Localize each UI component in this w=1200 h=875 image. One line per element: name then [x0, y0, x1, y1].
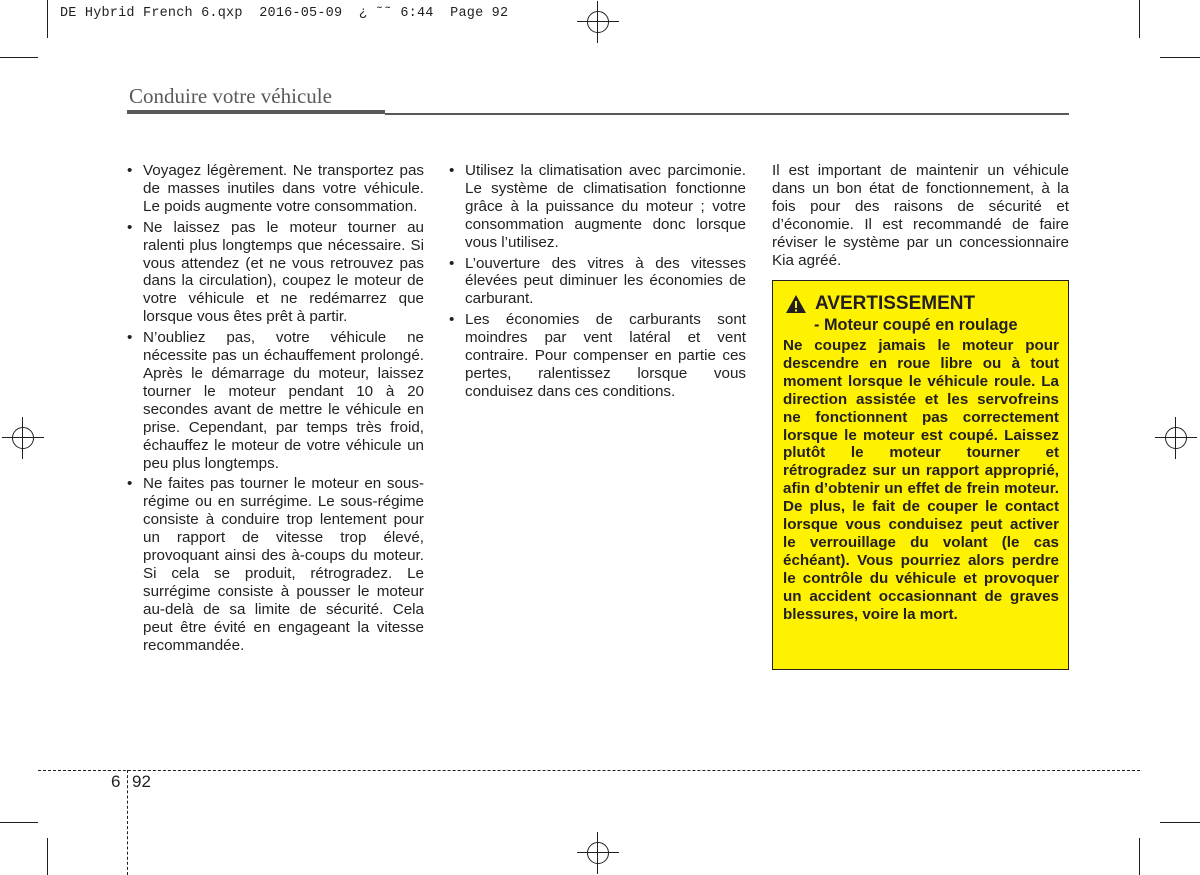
list-item: • Ne faites pas tourner le moteur en sous-régime ou en surrégime. Le sous-régime consiste à conduire trop lentement pour un rapport de vitesse trop élevé, provoquant ainsi des à-coups du moteur. Si cela se produit, rétrogradez. Le surrégime consiste à pousser le moteur au-delà de sa limite de sécurité. Cela peut être évité en engageant la vitesse recommandée.	[127, 475, 424, 654]
registration-mark	[1155, 417, 1197, 459]
registration-mark	[577, 1, 619, 43]
crop-mark	[1160, 57, 1200, 58]
print-slug: DE Hybrid French 6.qxp 2016-05-09 ¿ ˜˜ 6:44 Page 92	[60, 6, 509, 21]
list-item: • Les économies de carburants sont moindres par vent latéral et vent contraire. Pour compenser en partie ces pertes, ralentissez lorsque vous conduisez dans ces conditions.	[449, 311, 746, 400]
crop-mark	[0, 57, 38, 58]
crop-mark	[1139, 0, 1140, 38]
crop-mark	[0, 822, 38, 823]
warning-box	[772, 280, 1069, 670]
chapter-number: 6	[111, 772, 121, 791]
column-middle	[448, 162, 746, 404]
list-item: • N’oubliez pas, votre véhicule ne nécessite pas un échauffement prolongé. Après le démarrage du moteur, laissez tourner le moteur pendant 10 à 20 secondes avant de mettre le véhicule en prise. Cependant, par temps très froid, échauffez le moteur de votre véhicule un peu plus longtemps.	[127, 329, 424, 472]
footer-dashed-rule	[38, 770, 1140, 771]
crop-mark	[47, 838, 48, 875]
column-right	[772, 162, 1069, 269]
warning-subtitle: - Moteur coupé en roulage	[814, 316, 1018, 334]
column-left	[126, 162, 424, 657]
warning-body: Ne coupez jamais le moteur pour descendre en roue libre ou à tout moment lorsque le véhicule roule. La direction assistée et les servofreins ne fonctionnent pas correctement lorsque le moteur est coupé. Laissez plutôt le moteur tourner et rétrogradez sur un rapport approprié, afin d’obtenir un effet de frein moteur. De plus, le fait de couper le contact lorsque vous conduisez peut activer le verrouillage du volant (le cas échéant). Vous pourriez alors perdre le contrôle du véhicule et provoquer un accident occasionnant de graves blessures, voire la mort.	[783, 337, 1059, 623]
page-number: 92	[132, 772, 151, 791]
section-title: Conduire votre véhicule	[129, 84, 332, 108]
title-rule-thin	[385, 113, 1069, 115]
warning-title: AVERTISSEMENT	[815, 293, 976, 314]
tips-list	[126, 162, 424, 654]
crop-mark	[1160, 822, 1200, 823]
list-item: • Ne laissez pas le moteur tourner au ralenti plus longtemps que nécessaire. Si vous attendez (et ne vous retrouvez pas dans la circulation), coupez le moteur de votre véhicule et ne redémarrez que lorsque vous êtes prêt à partir.	[127, 218, 424, 326]
warning-header	[785, 293, 1068, 315]
tips-list	[448, 162, 746, 401]
list-item: • Voyagez légèrement. Ne transportez pas de masses inutiles dans votre véhicule. Le poids augmente votre consommation.	[127, 162, 424, 215]
list-item: • L’ouverture des vitres à des vitesses élevées peut diminuer les économies de carburant.	[449, 254, 746, 308]
crop-mark	[47, 0, 48, 38]
warning-triangle-icon	[785, 294, 807, 314]
list-item: • Utilisez la climatisation avec parcimonie. Le système de climatisation fonctionne grâce à la puissance du moteur ; votre consommation augmente donc lorsque vous l’utilisez.	[449, 162, 746, 251]
title-rule-thick	[127, 110, 385, 114]
crop-mark	[1139, 838, 1140, 875]
registration-mark	[2, 417, 44, 459]
footer-dashed-divider	[127, 770, 128, 875]
registration-mark	[577, 832, 619, 874]
maintenance-paragraph: Il est important de maintenir un véhicule dans un bon état de fonctionnement, à la fois pour des raisons de sécurité et d’économie. Il est recommandé de faire réviser le système par un concessionnaire Kia agréé.	[772, 162, 1069, 269]
